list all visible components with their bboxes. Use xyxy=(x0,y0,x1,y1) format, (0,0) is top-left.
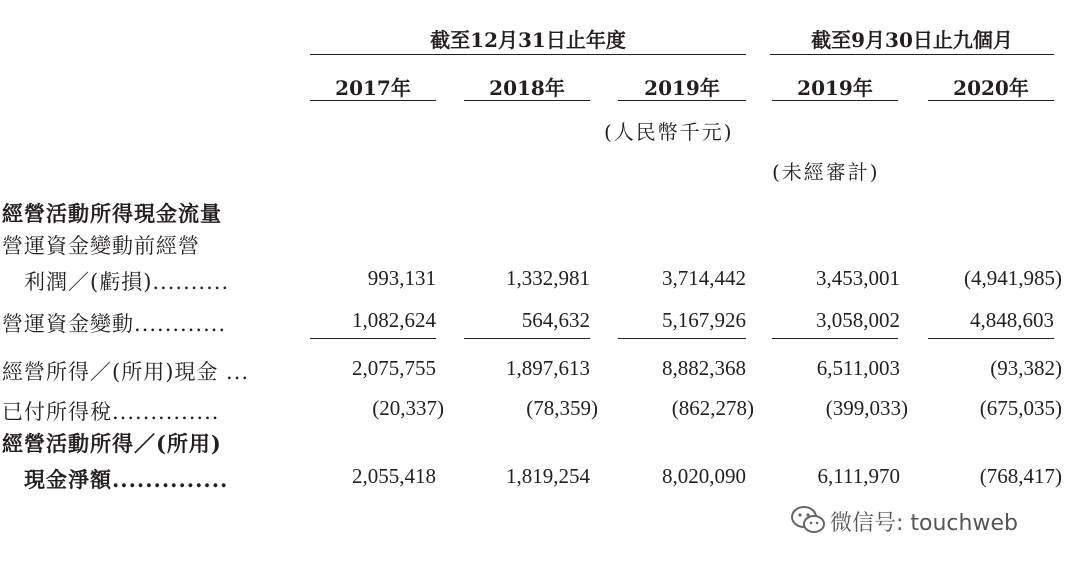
cell-net-2019-9m: 6,111,970 xyxy=(817,464,900,488)
cell-profit-2019-9m: 3,453,001 xyxy=(816,266,900,290)
year-header-2018: 2018年 xyxy=(489,76,565,100)
subtotal-rule-2017 xyxy=(310,338,436,339)
year-header-2019: 2019年 xyxy=(644,76,720,100)
row-label-working-capital-change: 營運資金變動............ xyxy=(2,312,227,336)
year-header-2020-9m: 2020年 xyxy=(953,76,1029,100)
header-full-year: 截至12月31日止年度 xyxy=(430,28,626,52)
year-rule-2017 xyxy=(310,100,436,101)
row-label-operating-cash-flows: 經營活動所得現金流量 xyxy=(2,201,222,226)
header-full-year-rule xyxy=(310,54,746,55)
unaudited-note: (未經審計) xyxy=(772,160,880,184)
row-label-net-cash-2: 現金淨額.............. xyxy=(24,467,229,492)
cell-profit-2019: 3,714,442 xyxy=(662,266,746,290)
year-header-2019-9m: 2019年 xyxy=(797,76,873,100)
subtotal-rule-2018 xyxy=(464,338,590,339)
cell-tax-2017: (20,337) xyxy=(372,396,444,420)
row-label-income-tax-paid: 已付所得稅.............. xyxy=(2,400,220,424)
row-label-cash-from-operations: 經營所得／(所用)現金 ... xyxy=(2,360,250,384)
year-rule-2018 xyxy=(464,100,590,101)
cell-net-2019: 8,020,090 xyxy=(662,464,746,488)
row-label-net-cash-1: 經營活動所得／(所用) xyxy=(2,431,222,456)
cell-tax-2020-9m: (675,035) xyxy=(979,396,1062,420)
year-rule-2020-9m xyxy=(928,100,1054,101)
cell-wc-2019: 5,167,926 xyxy=(662,308,746,332)
cell-net-2018: 1,819,254 xyxy=(506,464,590,488)
subtotal-rule-2019 xyxy=(618,338,746,339)
year-header-2017: 2017年 xyxy=(335,76,411,100)
cell-cfo-2020-9m: (93,382) xyxy=(990,356,1062,380)
cell-wc-2018: 564,632 xyxy=(521,308,590,332)
row-label-profit-before-wc-1: 營運資金變動前經營 xyxy=(2,234,200,258)
subtotal-rule-2019-9m xyxy=(772,338,898,339)
watermark-text: 微信号: touchweb xyxy=(830,511,1018,536)
cell-wc-2020-9m: 4,848,603 xyxy=(970,308,1054,332)
row-label-profit-before-wc-2: 利潤／(虧損).......... xyxy=(24,270,230,294)
cell-cfo-2017: 2,075,755 xyxy=(352,356,436,380)
cell-cfo-2018: 1,897,613 xyxy=(506,356,590,380)
cell-tax-2019-9m: (399,033) xyxy=(825,396,908,420)
year-rule-2019-9m xyxy=(772,100,898,101)
cell-net-2020-9m: (768,417) xyxy=(979,464,1062,488)
cell-wc-2019-9m: 3,058,002 xyxy=(816,308,900,332)
cell-profit-2017: 993,131 xyxy=(367,266,436,290)
cell-net-2017: 2,055,418 xyxy=(352,464,436,488)
cell-tax-2018: (78,359) xyxy=(526,396,598,420)
cell-cfo-2019: 8,882,368 xyxy=(662,356,746,380)
wechat-icon xyxy=(790,505,826,535)
year-rule-2019 xyxy=(618,100,746,101)
cell-cfo-2019-9m: 6,511,003 xyxy=(816,356,900,380)
cell-profit-2018: 1,332,981 xyxy=(506,266,590,290)
header-nine-months-rule xyxy=(770,54,1054,55)
unit-note: (人民幣千元) xyxy=(604,120,734,144)
cell-tax-2019: (862,278) xyxy=(671,396,754,420)
subtotal-rule-2020-9m xyxy=(928,338,1054,339)
header-nine-months: 截至9月30日止九個月 xyxy=(811,28,1013,52)
cell-wc-2017: 1,082,624 xyxy=(352,308,436,332)
cell-profit-2020-9m: (4,941,985) xyxy=(964,266,1062,290)
